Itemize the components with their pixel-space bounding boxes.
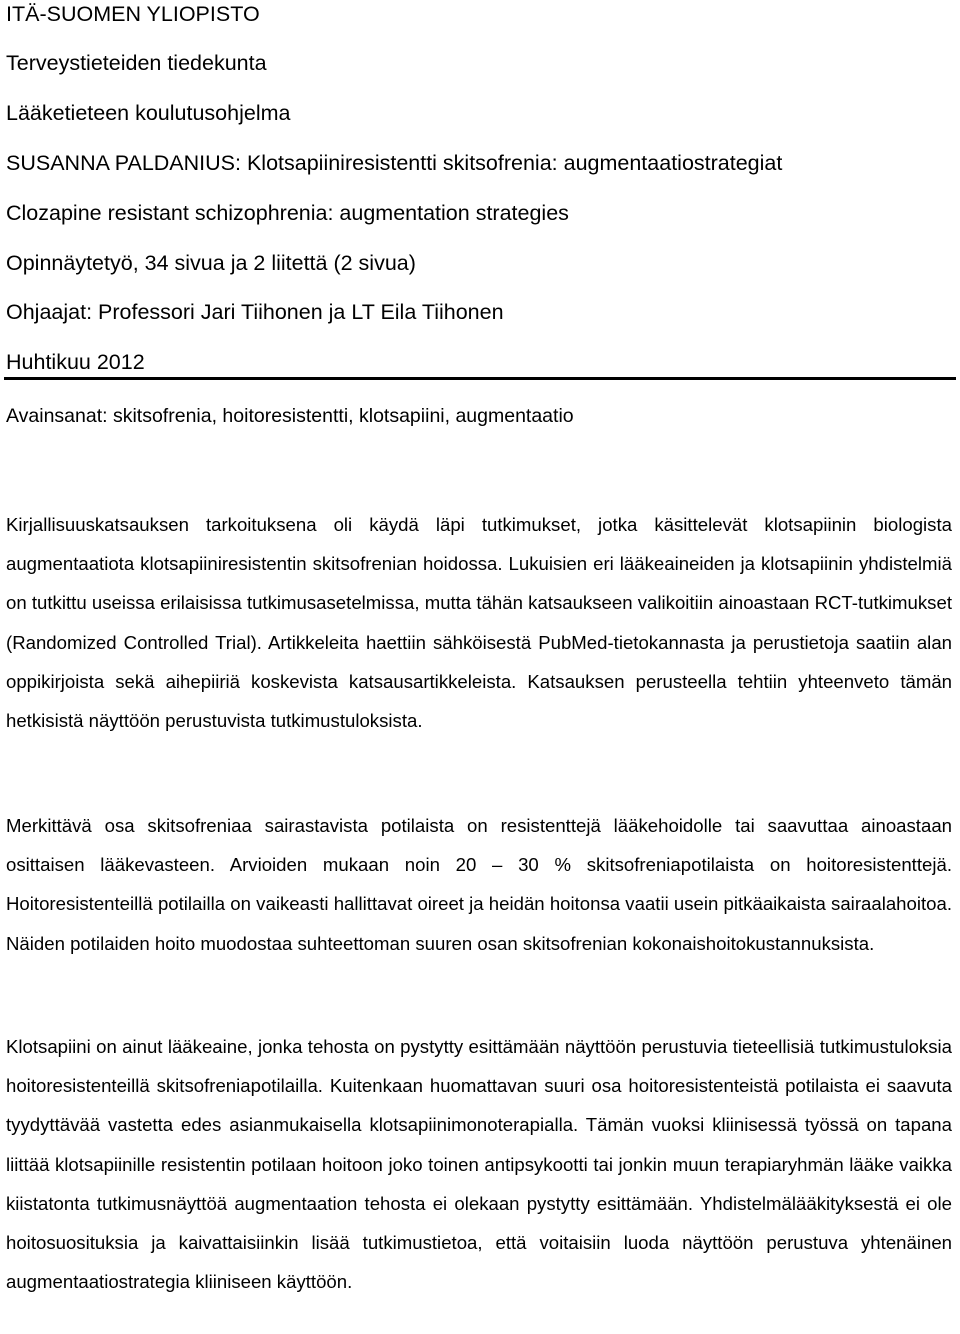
author-and-title: SUSANNA PALDANIUS: Klotsapiiniresistentti skitsofrenia: augmentaatiostrategiat (6, 151, 783, 175)
thesis-extent: Opinnäytetyö, 34 sivua ja 2 liitettä (2 sivua) (6, 251, 416, 275)
faculty-name: Terveystieteiden tiedekunta (6, 51, 267, 75)
programme-name: Lääketieteen koulutusohjelma (6, 101, 291, 125)
abstract-paragraph-3: Klotsapiini on ainut lääkeaine, jonka tehosta on pystytty esittämään näyttöön perustuvia tieteellisiä tutkimustuloksia hoitoresistenteillä skitsofreniapotilailla. Kuitenkaan huomattavan suuri osa hoitoresistenteistä potilaista ei saavuta tyydyttävää vastetta edes asianmukaisella klotsapiinimonoterapialla. Tämän vuoksi kliinisessä työssä on tapana liittää klotsapiinille resistentin potilaan hoitoon joko toinen antipsykootti tai jonkin muun terapiaryhmän lääke vaikka kiistatonta tutkimusnäyttöä augmentaation tehosta ei olekaan pystytty esittämään. Yhdistelmälääkityksestä ei ole hoitosuosituksia ja kaivattaisiinkin lisää tutkimustietoa, että voitaisiin luoda näyttöön perustuva yhtenäinen augmentaatiostrategia kliiniseen käyttöön. (6, 1036, 952, 1293)
university-name: ITÄ-SUOMEN YLIOPISTO (6, 2, 260, 26)
supervisors: Ohjaajat: Professori Jari Tiihonen ja LT Eila Tiihonen (6, 300, 504, 324)
abstract-paragraph-1: Kirjallisuuskatsauksen tarkoituksena oli käydä läpi tutkimukset, jotka käsittelevät klotsapiinin biologista augmentaatiota klotsapiiniresistentin skitsofrenian hoidossa. Lukuisien eri lääkeaineiden ja klotsapiinin yhdistelmiä on tutkittu useissa erilaisissa tutkimusasetelmissa, mutta tähän katsaukseen valikoitiin ainoastaan RCT-tutkimukset (Randomized Controlled Trial). Artikkeleita haettiin sähköisestä PubMed-tietokannasta ja perustietoja saatiin alan oppikirjoista sekä aihepiiriä koskevista katsausartikkeleista. Katsauksen perusteella tehtiin yhteenveto tämän hetkisistä näyttöön perustuvista tutkimustuloksista. (6, 514, 952, 732)
header-divider (4, 377, 956, 380)
english-title: Clozapine resistant schizophrenia: augmentation strategies (6, 201, 569, 225)
date: Huhtikuu 2012 (6, 350, 145, 374)
abstract-paragraph-2: Merkittävä osa skitsofreniaa sairastavista potilaista on resistenttejä lääkehoidolle tai saavuttaa ainoastaan osittaisen lääkevasteen. Arvioiden mukaan noin 20 – 30 % skitsofreniapotilaista on hoitoresistenttejä. Hoitoresistenteillä potilailla on vaikeasti hallittavat oireet ja heidän hoitonsa vaatii usein pitkäaikaista sairaalahoitoa. Näiden potilaiden hoito muodostaa suhteettoman suuren osan skitsofrenian kokonaishoitokustannuksista. (6, 815, 952, 954)
keywords: Avainsanat: skitsofrenia, hoitoresistentti, klotsapiini, augmentaatio (6, 405, 574, 427)
